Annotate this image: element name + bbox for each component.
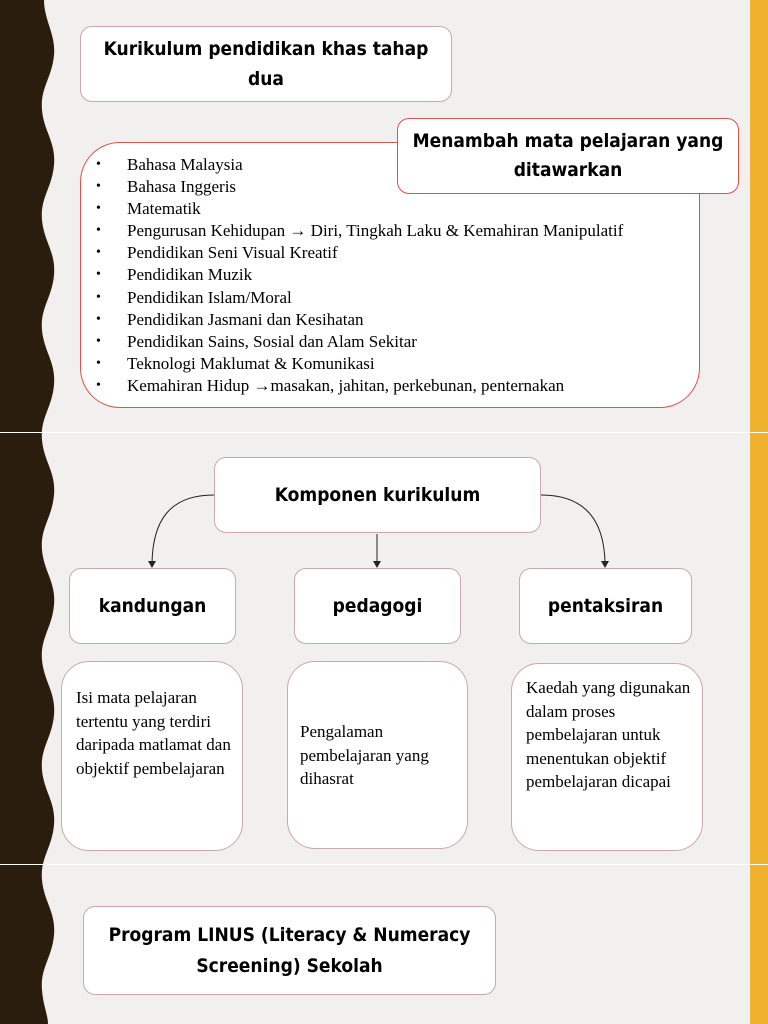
connector-right	[541, 495, 605, 566]
component-box-pentaksiran	[519, 568, 692, 644]
description-pentaksiran: Kaedah yang digunakan dalam proses pembelajaran untuk menentukan objektif pembelajaran dicapai	[526, 678, 691, 791]
list-item: • Matematik	[96, 198, 696, 220]
section3-title-box	[83, 906, 496, 995]
list-item: • Pendidikan Muzik	[96, 264, 696, 286]
list-item: • Pendidikan Sains, Sosial dan Alam Sekitar	[96, 331, 696, 353]
list-item: • Kemahiran Hidup →masakan, jahitan, perkebunan, penternakan	[96, 375, 696, 397]
callout-text: Menambah mata pelajaran yang ditawarkan	[412, 130, 724, 181]
list-item: • Pendidikan Seni Visual Kreatif	[96, 242, 696, 264]
component-label: pedagogi	[332, 595, 423, 617]
section1-title: Kurikulum pendidikan khas tahap dua	[103, 38, 429, 90]
description-kandungan: Isi mata pelajaran tertentu yang terdiri daripada matlamat dan objektif pembelajaran	[76, 688, 231, 778]
component-label: kandungan	[98, 595, 207, 617]
component-box-pedagogi	[294, 568, 461, 644]
arrowhead-left	[148, 561, 156, 568]
list-item: • Teknologi Maklumat & Komunikasi	[96, 353, 696, 375]
root-node-label: Komponen kurikulum	[274, 484, 481, 506]
arrowhead-middle	[373, 561, 381, 568]
section3-title: Program LINUS (Literacy & Numeracy Screening) Sekolah	[108, 923, 471, 977]
component-label: pentaksiran	[547, 595, 664, 617]
list-item: • Bahasa Malaysia	[96, 154, 696, 176]
list-item: • Pendidikan Jasmani dan Kesihatan	[96, 309, 696, 331]
description-pedagogi: Pengalaman pembelajaran yang dihasrat	[300, 722, 429, 788]
component-box-kandungan	[69, 568, 236, 644]
root-node-box	[214, 457, 541, 533]
arrowhead-right	[601, 561, 609, 568]
connector-left	[152, 495, 214, 566]
list-item: • Pendidikan Islam/Moral	[96, 287, 696, 309]
list-item: • Bahasa Inggeris	[96, 176, 696, 198]
list-item: • Pengurusan Kehidupan → Diri, Tingkah Laku & Kemahiran Manipulatif	[96, 220, 696, 242]
